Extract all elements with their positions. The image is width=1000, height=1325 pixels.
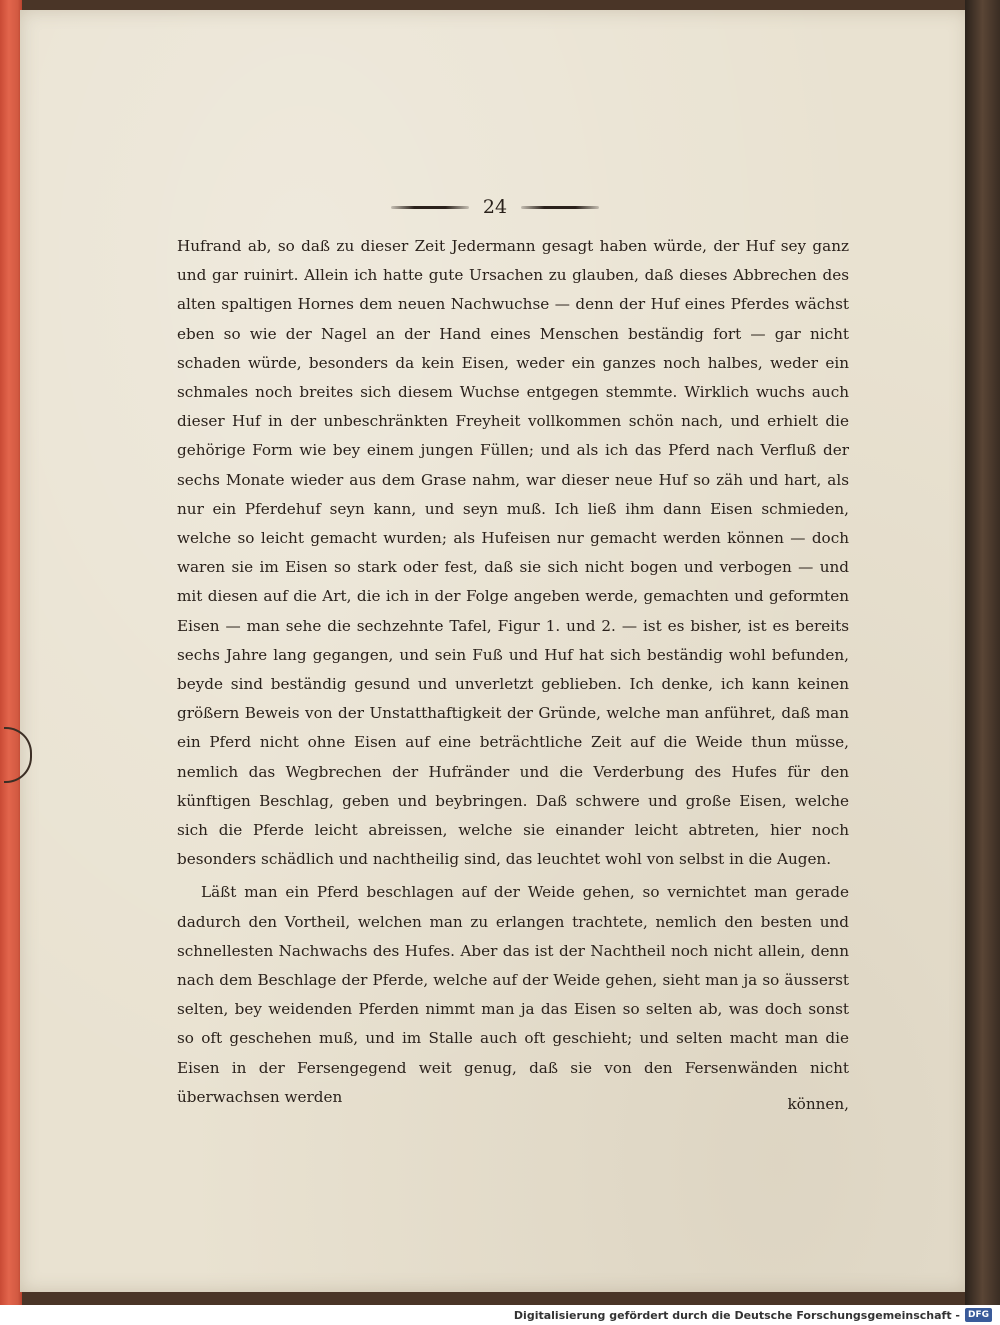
footer-credit-text: Digitalisierung gefördert durch die Deutsche Forschungsgemeinschaft -	[513, 1308, 960, 1322]
paragraph-1: Hufrand ab, so daß zu dieser Zeit Jedermann gesagt haben würde, der Huf sey ganz und gar ruinirt. Allein ich hatte gute Ursachen zu glauben, daß dieses Abbrechen des alten spaltigen Hornes dem neuen Nachwuchse — denn der Huf eines Pferdes wächst eben so wie der Nagel an der Hand eines Menschen beständig fort — gar nicht schaden würde, besonders da kein Eisen, weder ein ganzes noch halbes, weder ein schmales noch breites sich diesem Wuchse entgegen stemmte. Wirklich wuchs auch dieser Huf in der unbeschränkten Freyheit vollkommen schön nach, und erhielt die gehörige Form wie bey einem jungen Füllen; und als ich das Pferd nach Verfluß der sechs Monate wieder aus dem Grase nahm, war dieser neue Huf so zäh und hart, als nur ein Pferdehuf seyn kann, und seyn muß. Ich ließ ihm dann Eisen schmieden, welche so leicht gemacht wurden; als Hufeisen nur gemacht werden können — doch waren sie im Eisen so stark oder fest, daß sie sich nicht bogen und verbogen — und mit diesen auf die Art, die ich in der Folge angeben werde, gemachten und geformten Eisen — man sehe die sechzehnte Tafel, Figur 1. und 2. — ist es bisher, ist es bereits sechs Jahre lang gegangen, und sein Fuß und Huf hat sich beständig wohl befunden, beyde sind beständig gesund und unverletzt geblieben. Ich denke, ich kann keinen größern Beweis von der Unstatthaftigkeit der Gründe, welche man anführet, daß man ein Pferd nicht ohne Eisen auf eine beträchtliche Zeit auf die Weide thun müsse, nemlich das Wegbrechen der Hufränder und die Verderbung des Hufes für den künftigen Beschlag, geben und beybringen. Daß schwere und große Eisen, welche sich die Pferde leicht abreissen, welche sie einander leicht abtreten, hier noch besonders schädlich und nachtheilig sind, das leuchtet wohl von selbst in die Augen.	[177, 237, 849, 869]
book-spine	[965, 0, 1000, 1305]
page-number: 24	[482, 196, 508, 218]
catchword: können,	[787, 1095, 849, 1113]
book-red-edge	[0, 0, 22, 1305]
page-header	[390, 195, 600, 219]
digitization-footer	[0, 1305, 1000, 1325]
header-rule-left	[391, 206, 469, 209]
paragraph-2: Läßt man ein Pferd beschlagen auf der Weide gehen, so vernichtet man gerade dadurch den Vortheil, welchen man zu erlangen trachtete, nemlich den besten und schnellesten Nachwachs des Hufes. Aber das ist der Nachtheil noch nicht allein, denn nach dem Beschlage der Pferde, welche auf der Weide gehen, sieht man ja so äusserst selten, bey weidenden Pferden nimmt man ja das Eisen so selten ab, was doch sonst so oft geschehen muß, und im Stalle auch oft geschieht; und selten macht man die Eisen in der Fersengegend weit genug, daß sie von den Fersenwänden nicht überwachsen werden	[177, 883, 849, 1106]
header-rule-right	[521, 206, 599, 209]
body-text	[177, 232, 849, 1112]
dfg-logo-icon: DFG	[965, 1308, 992, 1322]
